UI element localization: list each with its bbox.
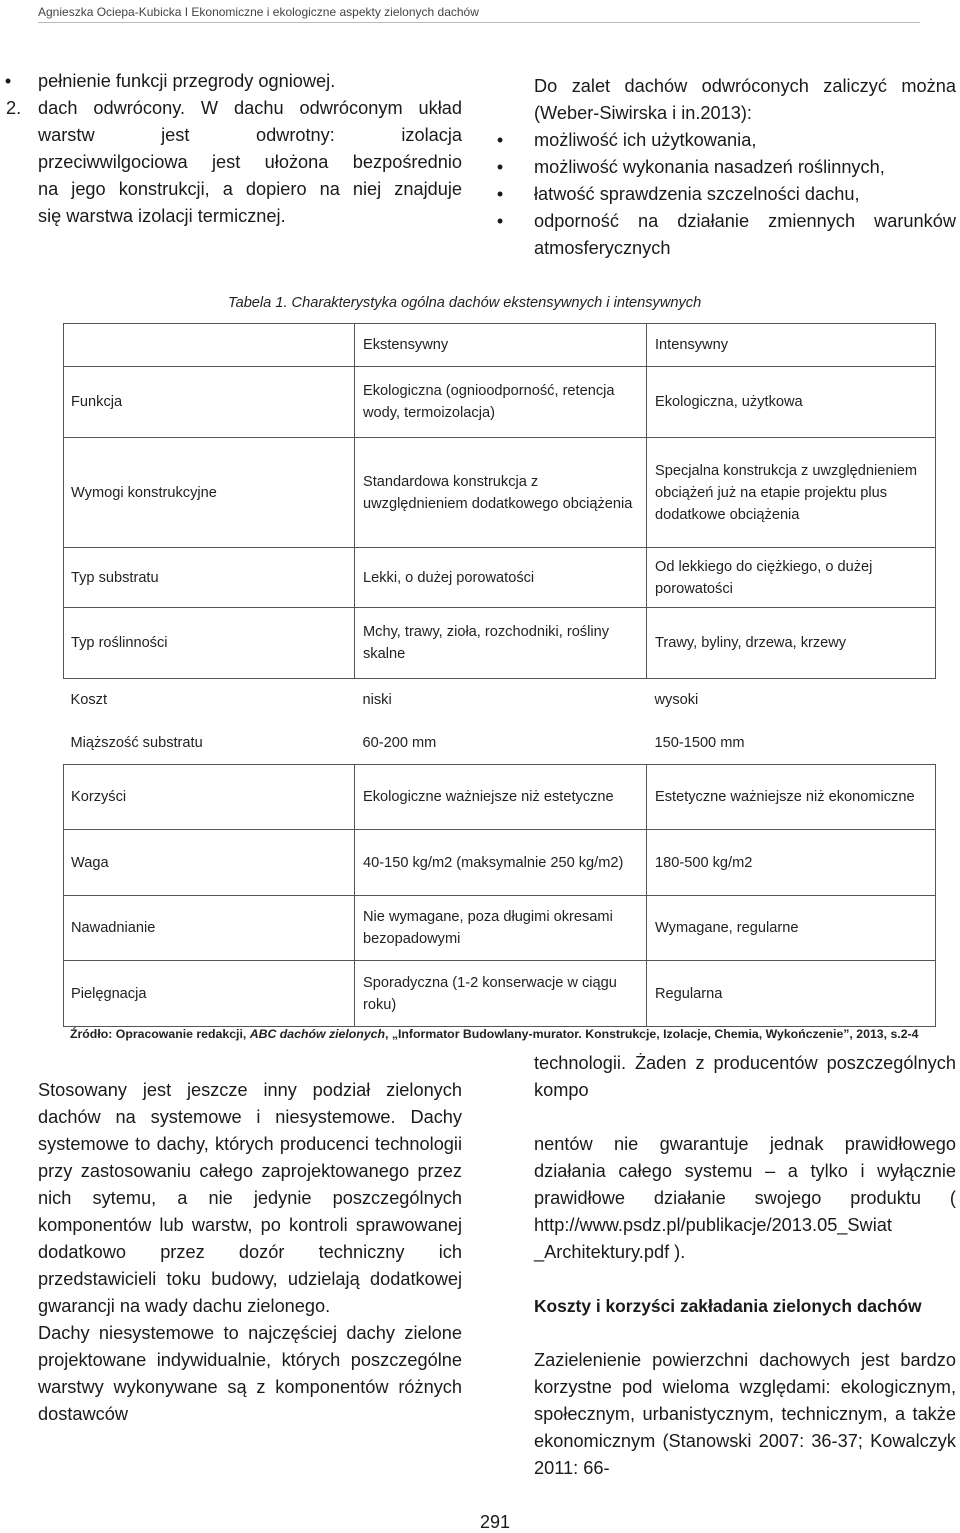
row-label: Korzyści (64, 765, 355, 830)
paragraph: Dachy niesystemowe to najczęściej dachy zielone projektowane indywidualnie, których poszczególne warstwy wykonywane są z komponentów różnych dostawców (38, 1323, 462, 1424)
list-number: 2. (6, 98, 22, 118)
page-number: 291 (480, 1512, 511, 1532)
bullet-dot-icon: • (496, 184, 504, 204)
cell-intensive: Specjalna konstrukcja z uwzględnieniem obciążeń już na etapie projektu plus dodatkowe obciążenia (647, 438, 936, 548)
row-label: Typ substratu (64, 548, 355, 608)
paragraph: Zazielenienie powierzchni dachowych jest bardzo korzystne pod wieloma względami: ekologicznym, społecznym, urbanistycznym, technicznym, a także ekonomicznym (Stanowski 2007: 36-37; Kowalczyk 2011: 66- (534, 1350, 956, 1478)
cell-extensive: Mchy, trawy, zioła, rozchodniki, rośliny skalne (355, 608, 647, 679)
bullet-dot-icon: • (4, 71, 12, 91)
bullet-dot-icon: • (496, 157, 504, 177)
numbered-item-line: dach odwrócony. W dachu odwróconym układ (38, 98, 462, 118)
paragraph-continuation: technologii. Żaden z producentów poszczególnych kompo (534, 1053, 956, 1100)
source-prefix: Źródło: Opracowanie redakcji, (70, 1027, 250, 1041)
numbered-item-line: na jego konstrukcji, a dopiero na niej znajduje (38, 179, 462, 199)
advantage-item: odporność na działanie zmiennych warunków (534, 211, 956, 231)
paragraph: nentów nie gwarantuje jednak prawidłowego działania całego systemu – a tylko i wyłącznie prawidłowe działanie swojego produktu ( http://www.psdz.pl/publikacje/2013.05_Swiat _Architektury.pdf ). (534, 1134, 956, 1262)
intro-line: Do zalet dachów odwróconych zaliczyć można (534, 76, 956, 96)
row-label: Nawadnianie (64, 896, 355, 961)
bullet-text: pełnienie funkcji przegrody ogniowej. (38, 71, 336, 91)
paragraph: Stosowany jest jeszcze inny podział zielonych dachów na systemowe i niesystemowe. Dachy systemowe to dachy, których producenci technologii przy zastosowaniu całego zaprojektowanego przez nich sytemu, a nie jedynie poszczególnych komponentów lub warstw, po kontroli sprawowanej dodatkowo przez dozór techniczny ich przedstawicieli toku budowy, udzielają dodatkowej gwarancji na wady dachu zielonego. (38, 1080, 462, 1316)
numbered-item-line: przeciwwilgociowa jest ułożona bezpośrednio (38, 152, 462, 172)
table-row (64, 830, 936, 896)
cell-intensive: 150-1500 mm (654, 734, 745, 751)
cell-extensive: Sporadyczna (1-2 konserwacje w ciągu roku) (355, 961, 647, 1027)
table-caption: Tabela 1. Charakterystyka ogólna dachów ekstensywnych i intensywnych (228, 295, 702, 311)
cell-extensive: Ekologiczna (ognioodporność, retencja wody, termoizolacja) (355, 367, 647, 438)
table-row (64, 896, 936, 961)
cell-extensive: Lekki, o dużej porowatości (355, 548, 647, 608)
header-cell (64, 324, 355, 367)
row-label: Waga (64, 830, 355, 896)
table-row (64, 438, 936, 548)
running-header: Agnieszka Ociepa-Kubicka I Ekonomiczne i ekologiczne aspekty zielonych dachów (38, 5, 479, 19)
cell-extensive: Ekologiczne ważniejsze niż estetyczne (355, 765, 647, 830)
header-divider (38, 22, 920, 23)
cell-intensive: 180-500 kg/m2 (647, 830, 936, 896)
bullet-dot-icon: • (496, 130, 504, 150)
right-column-bottom (534, 1050, 956, 1482)
cell-intensive: Od lekkiego do ciężkiego, o dużej porowatości (647, 548, 936, 608)
table-row (64, 608, 936, 679)
table-source-note (70, 1027, 950, 1041)
table-row (64, 367, 936, 438)
row-label: Typ roślinności (64, 608, 355, 679)
advantage-item: łatwość sprawdzenia szczelności dachu, (534, 184, 860, 204)
cell-extensive: Standardowa konstrukcja z uwzględnieniem dodatkowego obciążenia (355, 438, 647, 548)
cell-intensive: wysoki (654, 692, 699, 709)
cell-intensive: Ekologiczna, użytkowa (647, 367, 936, 438)
advantage-item: możliwość wykonania nasadzeń roślinnych, (534, 157, 885, 177)
source-title: ABC dachów zielonych (249, 1027, 386, 1041)
cell-intensive: Regularna (647, 961, 936, 1027)
table-row (64, 722, 936, 765)
table-row (64, 548, 936, 608)
row-label: Miąższość substratu (70, 734, 203, 751)
table-row (64, 961, 936, 1027)
header-cell: Intensywny (647, 324, 936, 367)
left-column-top (4, 68, 462, 230)
cell-extensive: 60-200 mm (362, 734, 437, 751)
advantage-item-continuation: atmosferycznych (534, 238, 671, 258)
row-label: Koszt (70, 692, 107, 709)
section-heading: Koszty i korzyści zakładania zielonych dachów (534, 1296, 922, 1316)
comparison-table (63, 323, 936, 1027)
row-label: Wymogi konstrukcyjne (64, 438, 355, 548)
table-header-row (64, 324, 936, 367)
table-row (64, 765, 936, 830)
intro-line: (Weber-Siwirska i in.2013): (534, 103, 752, 123)
bullet-dot-icon: • (496, 211, 504, 231)
cell-extensive: Nie wymagane, poza długimi okresami bezopadowymi (355, 896, 647, 961)
cell-intensive: Estetyczne ważniejsze niż ekonomiczne (647, 765, 936, 830)
source-suffix: , „Informator Budowlany-murator. Konstrukcje, Izolacje, Chemia, Wykończenie”, 2013, s.2-4 (385, 1027, 919, 1041)
left-column-bottom (38, 1077, 462, 1428)
row-label: Funkcja (64, 367, 355, 438)
table-row (64, 679, 936, 722)
numbered-item-line: warstw jest odwrotny: izolacja (38, 125, 462, 145)
right-column-top (496, 73, 956, 262)
cell-extensive: 40-150 kg/m2 (maksymalnie 250 kg/m2) (355, 830, 647, 896)
cell-intensive: Trawy, byliny, drzewa, krzewy (647, 608, 936, 679)
cell-intensive: Wymagane, regularne (647, 896, 936, 961)
cell-extensive: niski (362, 692, 392, 709)
row-label: Pielęgnacja (64, 961, 355, 1027)
numbered-item-line: się warstwa izolacji termicznej. (38, 206, 286, 226)
advantage-item: możliwość ich użytkowania, (534, 130, 757, 150)
header-cell: Ekstensywny (355, 324, 647, 367)
